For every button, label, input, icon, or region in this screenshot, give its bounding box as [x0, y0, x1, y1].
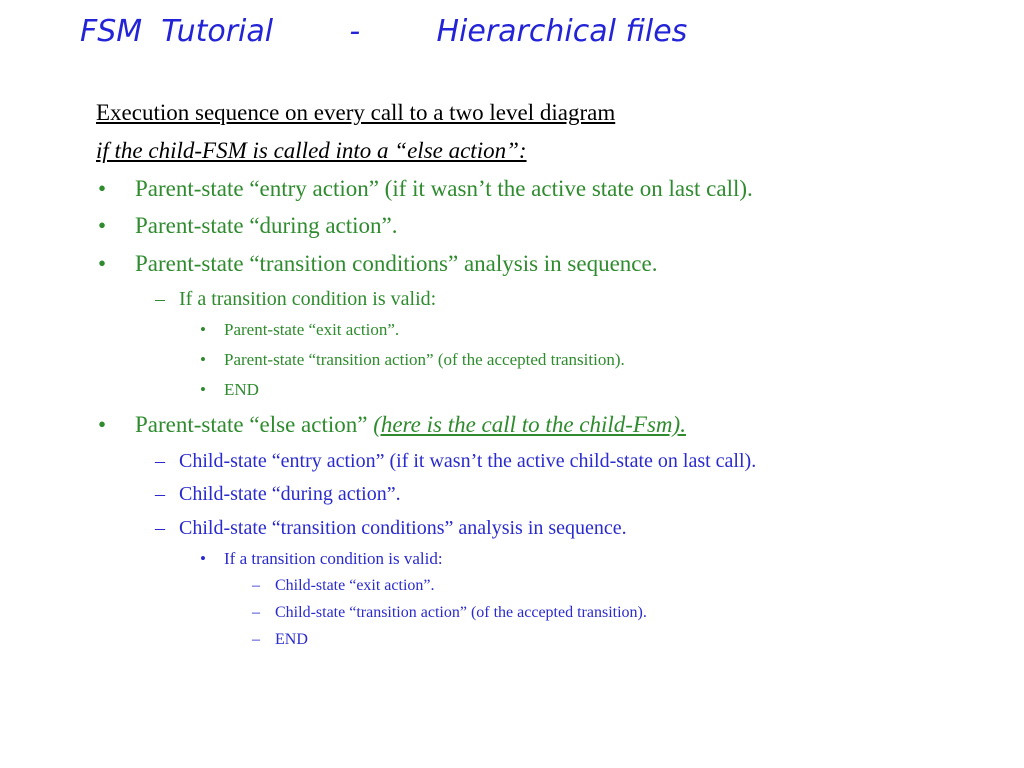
- bullet: •: [98, 213, 107, 238]
- bullet: •: [200, 380, 206, 399]
- bullet: •: [200, 320, 206, 339]
- list-item: [155, 288, 955, 314]
- slide-title: FSM Tutorial - Hierarchical files: [80, 14, 688, 49]
- list-item: [98, 213, 998, 243]
- list-item: [200, 380, 1000, 402]
- list-item: [252, 631, 1012, 651]
- list-item: [252, 604, 1012, 624]
- list-item-text: END: [224, 380, 259, 399]
- list-item-text: Child-state “exit action”.: [275, 577, 435, 594]
- dash-bullet: –: [155, 517, 165, 539]
- list-item: [200, 549, 1000, 571]
- list-item: [252, 577, 1012, 597]
- dash-bullet: –: [252, 604, 260, 621]
- child-fsm-call-note: (here is the call to the child-Fsm).: [373, 412, 686, 437]
- bullet: •: [200, 549, 206, 568]
- list-item-text: Parent-state “transition conditions” analysis in sequence.: [135, 251, 658, 276]
- dash-bullet: –: [155, 288, 165, 310]
- list-item-text: Parent-state “entry action” (if it wasn’t the active state on last call).: [135, 176, 753, 201]
- dash-bullet: –: [252, 631, 260, 648]
- list-item-text: END: [275, 631, 308, 648]
- list-item-text: Child-state “during action”.: [179, 483, 401, 505]
- list-item: [155, 483, 1015, 509]
- list-item-text: Child-state “transition action” (of the accepted transition).: [275, 604, 647, 621]
- list-item-text: Parent-state “exit action”.: [224, 320, 400, 339]
- bullet: •: [98, 251, 107, 276]
- list-item: [200, 320, 1000, 342]
- list-item-text: Child-state “entry action” (if it wasn’t the active child-state on last call).: [179, 450, 757, 472]
- bullet: •: [200, 350, 206, 369]
- bullet: •: [98, 176, 107, 201]
- list-item: [98, 251, 998, 281]
- bullet: •: [98, 412, 107, 437]
- list-item-else-action: [98, 412, 998, 442]
- section-heading: Execution sequence on every call to a two level diagram: [96, 100, 616, 125]
- dash-bullet: –: [252, 577, 260, 594]
- else-action-label: Parent-state “else action”: [135, 412, 374, 437]
- list-item: [155, 517, 1015, 543]
- dash-bullet: –: [155, 450, 165, 472]
- list-item: [155, 450, 1015, 476]
- list-item-text: If a transition condition is valid:: [179, 288, 437, 310]
- list-item: [200, 350, 1000, 372]
- dash-bullet: –: [155, 483, 165, 505]
- section-subheading: if the child-FSM is called into a “else action”:: [96, 138, 527, 163]
- list-item-text: If a transition condition is valid:: [224, 549, 443, 568]
- list-item-text: Parent-state “transition action” (of the accepted transition).: [224, 350, 625, 369]
- list-item: [98, 176, 998, 206]
- list-item-text: Child-state “transition conditions” analysis in sequence.: [179, 517, 627, 539]
- list-item-text: Parent-state “during action”.: [135, 213, 398, 238]
